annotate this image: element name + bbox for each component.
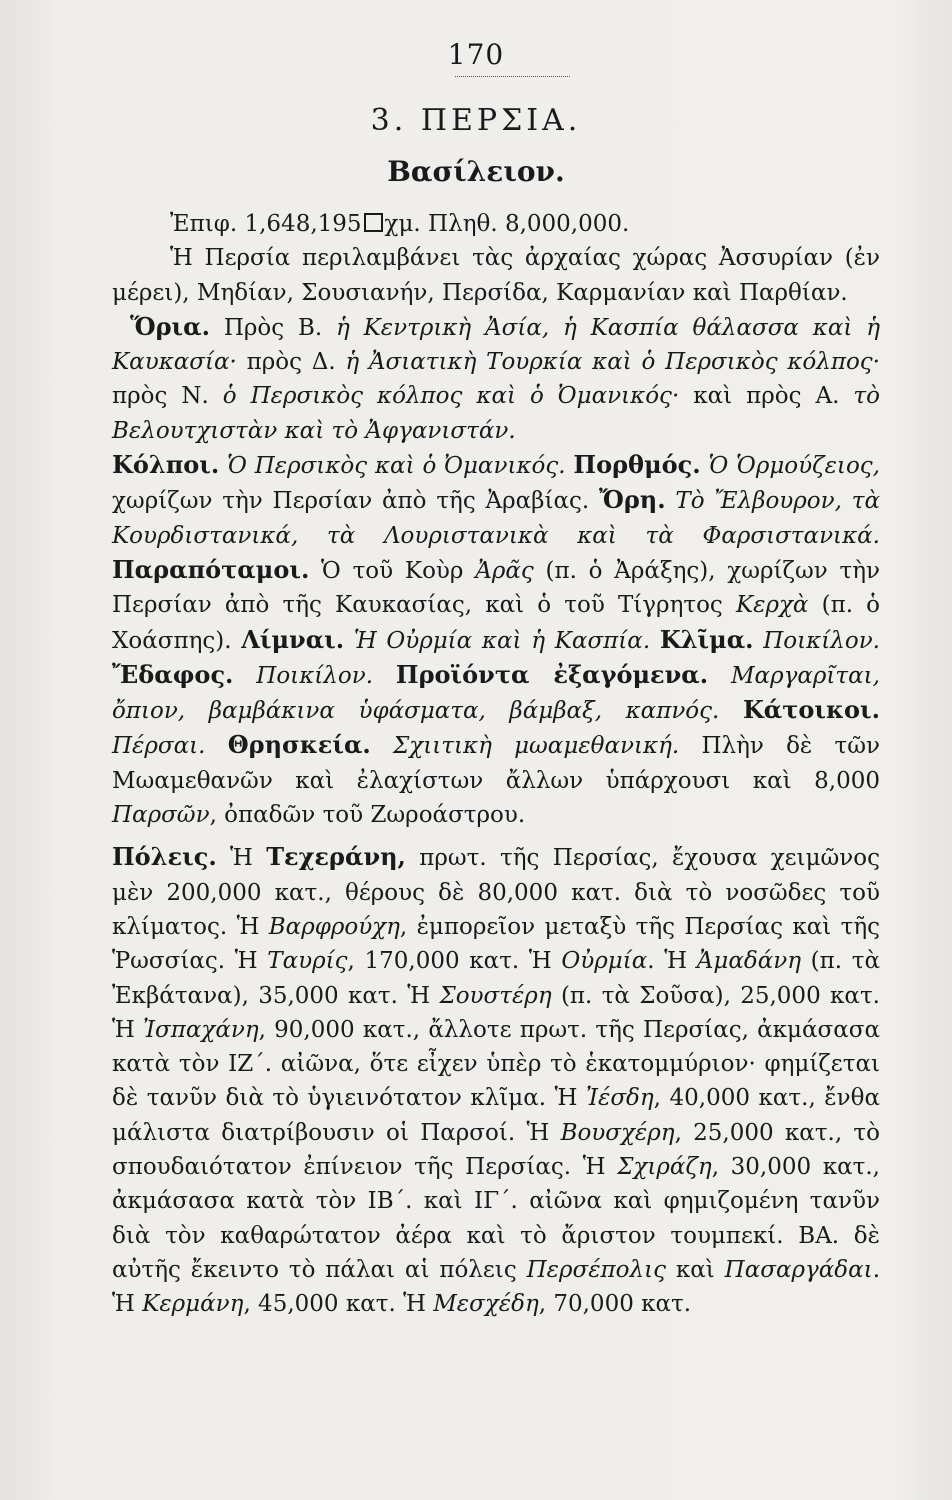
religion-text: Σχιιτικὴ μωαμεθανική. [370,733,680,760]
tributaries-text: Ὁ τοῦ Κοὺρ [309,557,476,584]
square-unit-icon [364,213,383,232]
city-hamadan: Ἀμαδάνη [696,948,801,975]
soil-heading: Ἔδαφος. [112,659,234,689]
city-urmia: Οὐρμία [561,948,648,975]
page-number: 170 [447,38,505,71]
cities-text: , ἐμπορεῖον μεταξὺ τῆς Περσίας καὶ τῆς Ῥωσσίας. Ἡ [112,913,881,975]
area-paragraph [112,207,880,241]
exports-heading: Προϊόντα ἐξαγόμενα. [395,659,709,689]
borders-text: πρὸς Δ. [236,349,346,376]
religion-note-end: , ὀπαδῶν τοῦ Ζωροάστρου. [209,802,526,829]
cities-text: (π. τὰ Ἐκβάτανα), 35,000 κατ. Ἡ [112,948,881,1009]
borders-text: πρὸς Ν. [112,383,223,410]
climate-text: Ποικίλον. [753,627,880,654]
strait-text: χωρίζων τὴν Περσίαν ἀπὸ τῆς Ἀραβίας. [112,488,590,515]
tributaries-text: (π. ὁ Χοάσπης). [112,592,880,654]
climate-heading: Κλῖμα. [659,624,754,654]
cities-text: πρωτ. τῆς Περσίας, ἔχουσα χειμῶνος μὲν 200,000 κατ., θέρους δὲ 80,000 κατ. διὰ τὸ νοσῶδες τοῦ κλίματος. Ἡ [112,845,880,940]
borders-south: ὁ Περσικὸς κόλπος καὶ ὁ Ὀμανικός· [222,383,680,410]
city-yazd: Ἰέσδη [586,1085,654,1112]
mountains-text: Τὸ Ἔλβουρον, τὰ Κουρδιστανικά, τὰ Λουριστανικὰ καὶ τὰ Φαρσιστανικά. [112,488,880,549]
borders-paragraph [112,310,880,448]
physical-paragraph [112,448,880,832]
cities-text: , 70,000 κατ. [538,1291,692,1318]
cities-text: , 40,000 κατ., ἔνθα μάλιστα διατρίβουσιν οἱ Παρσοί. Ἡ [112,1085,880,1146]
cities-text: (π. τὰ Σοῦσα), 25,000 κατ. Ἡ [112,982,880,1043]
borders-north: ἡ Κεντρικὴ Ἀσία, ἡ Κασπία θάλασσα καὶ ἡ Καυκασία· [112,314,880,376]
gulfs-text: Ὁ Περσικὸς καὶ ὁ Ὀμανικός. [219,453,574,480]
borders-text: καὶ πρὸς Α. [679,383,854,410]
cities-text: , 25,000 κατ., τὸ σπουδαιότατον ἐπίνειον τῆς Περσίας. Ἡ [112,1119,881,1181]
cities-text: . Ἡ [647,948,697,975]
mountains-heading: Ὄρη. [599,485,666,515]
section-title: Βασίλειον. [387,155,565,188]
tributary-kercha: Κερχὰ [735,592,809,619]
city-tabriz: Ταυρίς [267,948,348,975]
cities-text: Ἡ [216,845,267,872]
inhabitants-text: Πέρσαι. [112,733,228,760]
city-bushehr: Βουσχέρη [560,1119,675,1146]
tributaries-text: (π. ὁ Ἀράξης), χωρίζων τὴν Περσίαν ἀπὸ τῆς Καυκασίας, καὶ ὁ τοῦ Τίγρητος [112,557,880,619]
city-tehran: Τεχεράνη, [266,842,406,872]
tributaries-heading: Παραπόταμοι. [112,554,310,584]
cities-text: , 30,000 κατ., ἀκμάσασα κατὰ τὸν ΙΒ΄. καὶ ΙΓ΄. αἰῶνα καὶ φημιζομένη τανῦν διὰ τὸν καθαρώτατον ἀέρα καὶ τὸ ἄριστον τουμπεκί. ΒΑ. δὲ αὐτῆς ἔκειντο τὸ πάλαι αἱ πόλεις [112,1154,880,1283]
city-kerman: Κερμάνη [142,1291,244,1318]
borders-west: ἡ Ἀσιατικὴ Τουρκία καὶ ὁ Περσικὸς κόλπος· [345,349,880,376]
city-isfahan: Ἰσπαχάνη [143,1016,259,1043]
lakes-heading: Λίμναι. [241,624,345,654]
strait-heading: Πορθμός. [573,450,701,480]
exports-text: Μαργαρῖται, ὄπιον, βαμβάκινα ὑφάσματα, βάμβαξ, καπνός. [112,662,880,725]
cities-paragraph [112,840,880,1321]
city-barfrush: Βαρφρούχη [268,913,400,940]
soil-text: Ποικίλον. [233,662,396,689]
area-lead: Ἐπιφ. 1,648,195 [170,211,362,237]
lakes-text: Ἡ Οὐρμία καὶ ἡ Κασπία. [344,627,660,654]
cities-text: , 90,000 κατ., ἄλλοτε πρωτ. τῆς Περσίας, ἀκμάσασα κατὰ τὸν ΙΖ΄. αἰῶνα, ὅτε εἶχεν ὑπὲρ τὸ ἑκατομμύριον· φημίζεται δὲ τανῦν διὰ τὸ ὑγιεινότατον κλῖμα. Ἡ [112,1016,880,1112]
body-text [112,207,880,1322]
city-shushtar: Σουστέρη [439,982,552,1009]
intro-paragraph: Ἡ Περσία περιλαμβάνει τὰς ἀρχαίας χώρας Ἀσσυρίαν (ἐν μέρει), Μηδίαν, Σουσιανήν, Περσίδα, Καρμανίαν καὶ Παρθίαν. [112,245,880,306]
cities-text: , 170,000 κατ. Ἡ [347,948,562,975]
cities-text: καὶ [665,1256,725,1283]
borders-east: τὸ Βελουτχιστὰν καὶ τὸ Ἀφγανιστάν. [112,383,880,444]
city-persepolis: Περσέπολις [526,1256,666,1283]
tributary-aras: Ἀρᾶς [475,557,534,584]
strait-name: Ὁ Ὁρμούζειος, [700,453,880,480]
borders-heading: Ὅρια. [130,311,210,341]
borders-text: Πρὸς Β. [210,314,336,341]
parsees-text: Παρσῶν [112,802,210,829]
cities-heading: Πόλεις. [112,842,217,872]
chapter-title: 3. ΠΕΡΣΙΑ. [370,103,582,138]
area-unit-population: χμ. Πληθ. 8,000,000. [384,211,630,237]
ornamental-rule [455,76,570,77]
inhabitants-heading: Κάτοικοι. [742,695,880,725]
cities-text: . Ἡ [112,1256,880,1318]
religion-heading: Θρησκεία. [227,730,371,760]
cities-text: , 45,000 κατ. Ἡ [243,1291,434,1318]
religion-note: Πλὴν δὲ τῶν Μωαμεθανῶν καὶ ἐλαχίστων ἄλλων ὑπάρχουσι καὶ 8,000 [112,733,880,794]
city-pasargadae: Πασαργάδαι [724,1256,873,1283]
city-mashhad: Μεσχέδη [433,1291,539,1318]
city-shiraz: Σχιράζη [617,1154,712,1181]
gulfs-heading: Κόλποι. [112,450,220,480]
